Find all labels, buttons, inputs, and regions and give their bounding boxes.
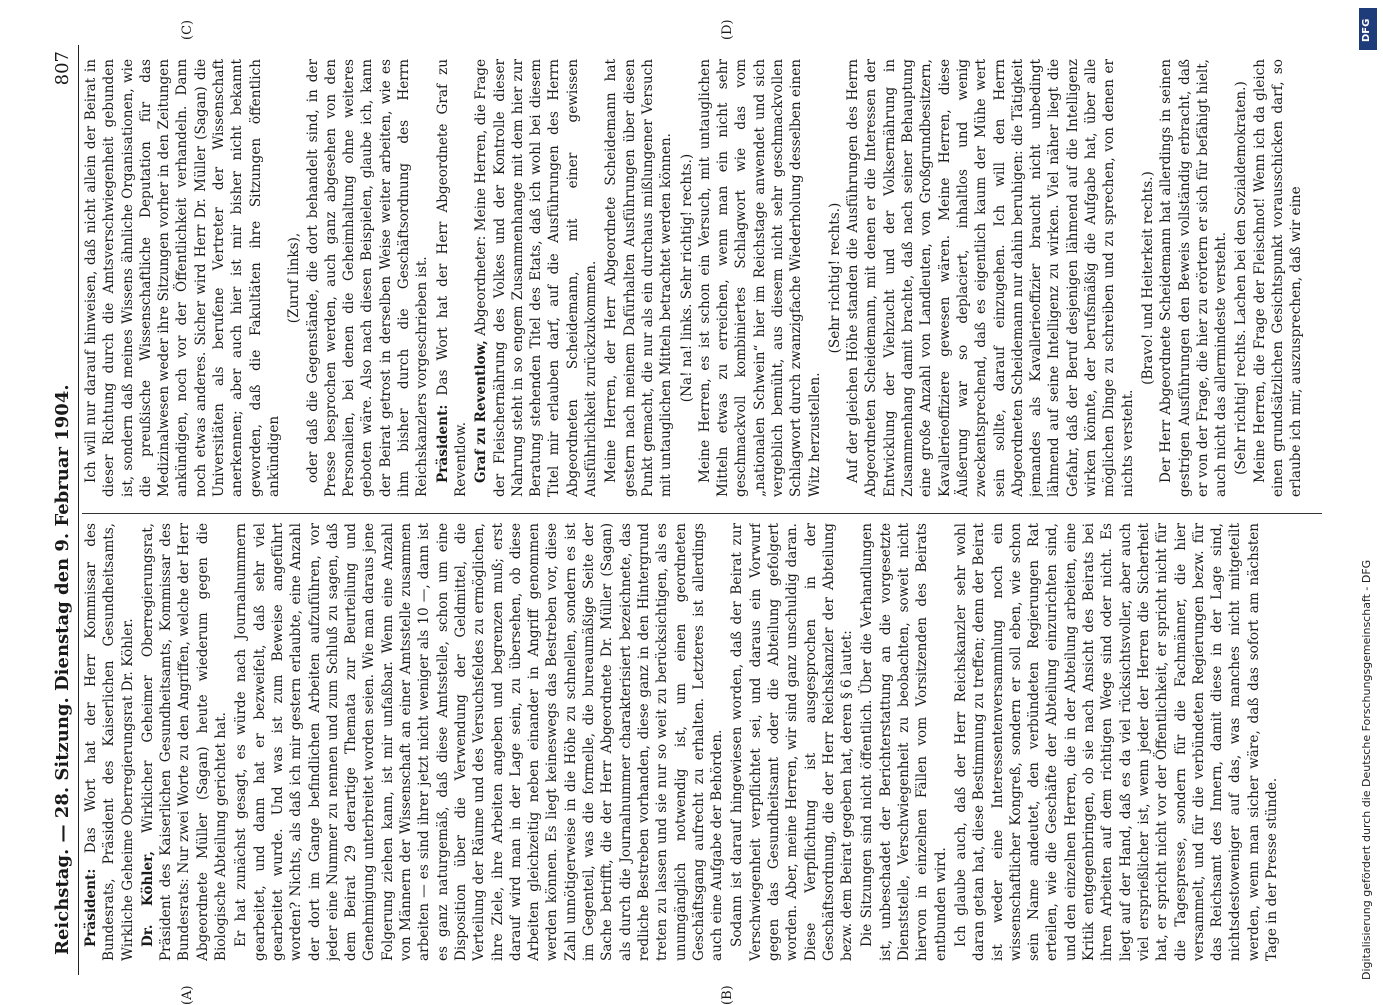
paragraph-text: Die Sitzungen sind nicht öffentlich. Über die Verhandlungen ist, unbeschadet der Berichterstattung an die vorgesetzte Dienststelle, Verschwiegenheit zu beobachten, soweit nicht hiervon in einzelnen Fällen vom Vorsitzenden des Beirats entbunden wird. — [859, 523, 949, 961]
interjection: (Zuruf links), — [286, 232, 303, 324]
speaker-name: Präsident: — [83, 868, 99, 947]
interjection: (Sehr richtig! rechts.) — [826, 202, 843, 354]
paragraph — [82, 59, 283, 497]
paragraph-text: Ich glaube auch, daß der Herr Reichskanzler sehr wohl daran getan hat, diese Bestimmung zu treffen; denn der Beirat ist weder eine Interessentenversammlung noch ein wissenschaftlicher Kongreß, sondern er soll eben, wie schon sein Name andeutet, den verbündeten Regierungen Rat erteilen, wie die Geschäfte der Abteilung einzurichten sind, und den einzelnen Herren, die in der Abteilung arbeiten, eine Kritik entgegenbringen, ob sie nach Ansicht des Beirats bei ihren Arbeiten auf dem richtigen Wege sind oder nicht. Es liegt auf der Hand, daß es da viel rücksichtsvoller, aber auch viel ersprießlicher ist, wenn jeder der Herren die Sicherheit hat, er spricht nicht vor der Öffentlichkeit, er spricht nicht für die Tagespresse, sondern für die Fachmänner, die hier versammelt, und für die verbündeten Regierungen bezw. für das Reichsamt des Innern, damit diese in der Lage sind, nichtsdestoweniger auf das, was manches nicht mitgeteilt werden, wenn man sicher wäre, daß das sofort am nächsten Tage in der Presse stünde. — [952, 523, 1280, 961]
paragraph-text: Meine Herren, es ist schon ein Versuch, mit untauglichen Mitteln etwas zu erreichen, wenn man ein nicht sehr geschmackvoll kombiniertes Schlagwort wie das vom „nationalen Schwein“ hier im Reichstage anwendet und sich vergeblich bemüht, aus diesem nicht sehr geschmackvollen Schlagwort durch zwanzigfache Wiederholung desselben einen Witz herzustellen. — [696, 59, 823, 497]
paragraph — [1157, 59, 1230, 497]
interjection: (Na! na! links. Sehr richtig! rechts.) — [678, 153, 695, 403]
speaker-name: Dr. Köhler, — [139, 850, 156, 947]
paragraph — [304, 59, 432, 497]
paragraph-text: Ich will nur darauf hinweisen, daß nicht allein der Beirat in dieser Richtung durch die Amtsverschwiegenheit gebunden ist, sondern daß meines Wissens ähnliche Organisationen, wie die preußische Wissenschaftliche Deputation für das Medizinalwesen weder ihre Sitzungen vorher in den Zeitungen ankündigen, noch vor der Öffentlichkeit verhandeln. Dann noch etwas anderes. Sicher wird Herr Dr. Müller (Sagan) die Universitäten als berufene Vertreter der Wissenschaft anerkennen; aber auch hier ist mir bisher nicht bekannt geworden, daß die Fakultäten ihre Sitzungen öffentlich ankündigen — [83, 59, 282, 497]
interjection: (Bravo! und Heiterkeit rechts.) — [1139, 171, 1156, 385]
running-header — [48, 45, 79, 975]
paragraph — [232, 523, 726, 961]
paragraph-text: Abgeordneter: Meine Herren, die Frage der Fleischernährung des Volkes und der Kontrolle dieser Nahrung steht in so engem Zusammenhange mit dem hier zur Beratung stehenden Titel des Etats, daß ich wohl bei diesem Titel mir erlauben darf, auf die Ausführungen des Herrn Abgeordneten Scheidemann, mit einer gewissen Ausführlichkeit zurückzukommen. — [473, 59, 600, 497]
digitization-credit: Digitalisierung gefördert durch die Deutsche Forschungsgemeinschaft - DFG — [1360, 559, 1373, 980]
paragraph — [844, 59, 1137, 497]
margin-marker-a: (A) — [180, 985, 195, 1005]
interjection: (Sehr richtig! rechts. Lachen bei den Sozialdemokraten.) — [1233, 81, 1250, 475]
dfg-logo: DFG — [1359, 8, 1377, 50]
right-column — [82, 59, 1322, 497]
speaker-name: Präsident: — [434, 404, 451, 483]
paragraph — [728, 523, 856, 961]
column-divider — [82, 513, 1322, 514]
left-column — [82, 523, 1322, 961]
paragraph — [602, 59, 675, 497]
margin-marker-d: (D) — [720, 19, 735, 40]
paragraph — [472, 59, 600, 497]
rotated-page-content — [40, 19, 1330, 1005]
paragraph — [139, 523, 230, 961]
speaker-name: Graf zu Reventlow, — [473, 340, 490, 483]
paragraph — [952, 523, 1281, 961]
paragraph-text: Meine Herren, der Herr Abgeordnete Scheidemann hat gestern nach meinem Dafürhalten Ausführungen über diesen Punkt gemacht, die nur als ein durchaus mißlungener Versuch mit untauglichen Mitteln betrachtet werden können. — [603, 59, 675, 497]
margin-marker-b: (B) — [720, 985, 735, 1005]
paragraph — [858, 523, 949, 961]
header-title: Reichstag. — 28. Sitzung. Dienstag den 9. Februar 1904. — [52, 384, 73, 955]
paragraph — [82, 523, 137, 961]
paragraph-text: Wirklicher Geheimer Oberregierungsrat, Präsident des Kaiserlichen Gesundheitsamts, Kommissar des Bundesrats: Nur zwei Worte zu den Angriffen, welche der Herr Abgeordnete Müller (Sagan) heute wiederum gegen die Biologische Abteilung gerichtet hat. — [139, 523, 230, 961]
paragraph-text: Meine Herren, die Frage der Fleischnot! Wenn ich da gleich einen grundsätzlichen Gesichtspunkt vorausschicken darf, so erlaube ich mir, auszusprechen, daß wir eine — [1251, 59, 1305, 497]
margin-marker-c: (C) — [180, 19, 195, 40]
paragraph-text: Sodann ist darauf hingewiesen worden, daß der Beirat zur Verschwiegenheit verpflichtet sei, und daraus ein Vorwurf gegen das Gesundheitsamt oder die Abteilung gefolgert worden. Aber, meine Herren, wir sind ganz unschuldig daran. Diese Verpflichtung ist ausgesprochen in der Geschäftsordnung, die der Herr Reichskanzler der Abteilung bezw. dem Beirat gegeben hat, deren § 6 lautet: — [729, 523, 856, 961]
page-number: 807 — [52, 51, 73, 86]
paragraph-text: oder daß die Gegenstände, die dort behandelt sind, in der Presse besprochen werden, auch ganz abgesehen von den Personalien, bei denen die Geheimhaltung ohne weiteres geboten wäre. Also nach diesen Beispielen, glaube ich, kann der Beirat getrost in derselben Weise weiter arbeiten, wie es ihm bisher durch die Geschäftsordnung des Herrn Reichskanzlers vorgeschrieben ist. — [304, 59, 431, 497]
paragraph-text: Das Wort hat der Herr Kommissar des Bundesrats, Präsident des Kaiserlichen Gesundheitsamts, Wirkliche Geheime Oberregierungsrat Dr. Köhler. — [83, 523, 136, 961]
paragraph-text: Auf der gleichen Höhe standen die Ausführungen des Herrn Abgeordneten Scheidemann, mit denen er die Interessen der Entwicklung der Viehzucht und der Volksernährung in Zusammenhang damit brachte, daß nach seiner Behauptung eine große Anzahl von Landleuten, von Großgrundbesitzern, Kavallerieoffiziere gewesen wären. Meine Herren, diese Äußerung war so deplaciert, inhaltlos und wenig zweckentsprechend, daß es eigentlich kaum der Mühe wert sein sollte, darauf einzugehen. Ich will den Herrn Abgeordneten Scheidemann nur dahin beruhigen: die Tätigkeit jemandes als Kavallerieoffizier braucht nicht unbedingt lähmend auf seine Intelligenz zu wirken. Viel näher liegt die Gefahr, daß der Beruf desjenigen lähmend auf die Intelligenz wirken könnte, der berufsmäßig die Aufgabe hat, über alle möglichen Dinge zu schreiben und zu sprechen, von denen er nichts versteht. — [845, 59, 1136, 497]
paragraph — [696, 59, 824, 497]
paragraph-text: Der Herr Abgeordnete Scheidemann hat allerdings in seinen gestrigen Ausführungen den Beweis vollständig erbracht, daß er von der Frage, die hier zu erörtern er sich für befähigt hielt, auch nicht das allermindeste versteht. — [1158, 59, 1230, 497]
paragraph-text: Das Wort hat der Herr Abgeordnete Graf zu Reventlow. — [434, 59, 469, 497]
paragraph — [434, 59, 471, 497]
paragraph — [1251, 59, 1306, 497]
paragraph-text: Er hat zunächst gesagt, es würde nach Journalnummern gearbeitet, und dann hat er bezweifelt, daß sehr viel gearbeitet wurde. Und was ist zum Beweise angeführt worden? Nichts, als daß ich mir gestern erlaubte, eine Anzahl der dort im Gange befindlichen Arbeiten aufzuführen, vor jeder eine Nummer zu nennen und zum Schluß zu sagen, daß dem Beirat 29 derartige Themata zur Beurteilung und Genehmigung unterbreitet worden seien. Wie man daraus jene Folgerung ziehen kann, ist mir unfaßbar. Wenn eine Anzahl von Männern der Wissenschaft an einer Amtsstelle zusammen arbeiten — es sind ihrer jetzt nicht weniger als 10 —, dann ist es ganz naturgemäß, daß diese Amtsstelle, schon um eine Disposition über die Verwendung der Geldmittel, die Verteilung der Räume und des Versuchsfeldes zu ermöglichen, ihre Ziele, ihre Arbeiten angeben und begrenzen muß; erst darauf wird man in der Lage sein, zu übersehen, ob diese Arbeiten gleichzeitig neben einander in Angriff genommen werden können. Es liegt keineswegs das Bestreben vor, diese Zahl unnötigerweise in die Höhe zu schnellen, sondern es ist im Gegenteil, was die formelle, die bureaumäßige Seite der Sache betrifft, die der Herr Abgeordnete Dr. Müller (Sagan) als durch die Journalnummer charakterisiert bezeichnete, das redliche Bestreben vorhanden, diese ganz in den Hintergrund treten zu lassen und sie nur so weit zu berücksichtigen, als es unumgänglich notwendig ist, um einen geordneten Geschäftsgang aufrecht zu erhalten. Letzteres ist allerdings auch eine Aufgabe der Behörden. — [233, 523, 726, 961]
